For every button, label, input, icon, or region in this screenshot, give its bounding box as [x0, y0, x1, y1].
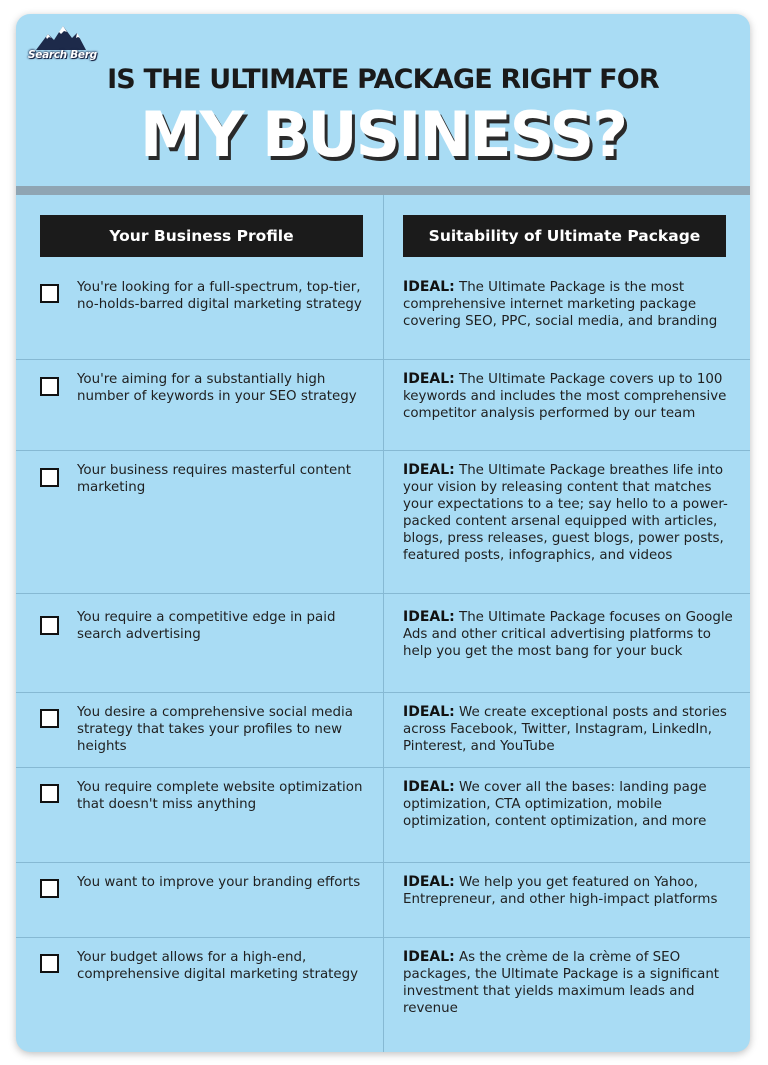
header-business-profile: Your Business Profile: [40, 215, 363, 257]
suitability-description: We cover all the bases: landing page optimization, CTA optimization, mobile optimization, content optimization, and more: [403, 780, 707, 829]
checkbox[interactable]: [40, 616, 59, 635]
suitability-text: [403, 462, 738, 564]
header-suitability: Suitability of Ultimate Package: [403, 215, 726, 257]
suitability-text: [403, 704, 738, 755]
table-row: [16, 693, 750, 768]
profile-text: You require complete website optimization that doesn't miss anything: [77, 780, 363, 812]
profile-text: You're aiming for a substantially high number of keywords in your SEO strategy: [77, 372, 357, 404]
checkbox[interactable]: [40, 284, 59, 303]
suitability-description: The Ultimate Package covers up to 100 keywords and includes the most comprehensive competitor analysis performed by our team: [403, 372, 727, 421]
suitability-description: As the crème de la crème of SEO packages, the Ultimate Package is a significant investment that yields maximum leads and revenue: [403, 950, 720, 1016]
table-row: [16, 257, 750, 360]
title-divider: [16, 186, 750, 195]
suitability-text: [403, 371, 738, 422]
table-row: [16, 863, 750, 938]
profile-text: Your business requires masterful content marketing: [77, 463, 351, 495]
mountain-icon: [36, 24, 86, 50]
checkbox[interactable]: [40, 954, 59, 973]
ideal-label: IDEAL:: [403, 609, 455, 625]
ideal-label: IDEAL:: [403, 874, 455, 890]
profile-text: Your budget allows for a high-end, comprehensive digital marketing strategy: [77, 950, 359, 982]
ideal-label: IDEAL:: [403, 704, 455, 720]
table-row: [16, 938, 750, 1052]
profile-text: You're looking for a full-spectrum, top-tier, no-holds-barred digital marketing strategy: [77, 280, 362, 312]
table-row: [16, 768, 750, 863]
suitability-description: We help you get featured on Yahoo, Entrepreneur, and other high-impact platforms: [403, 875, 718, 907]
ideal-label: IDEAL:: [403, 779, 455, 795]
suitability-text: [403, 779, 738, 830]
table-row: [16, 594, 750, 693]
profile-text: You require a competitive edge in paid search advertising: [77, 610, 336, 642]
table-row: [16, 451, 750, 594]
suitability-description: The Ultimate Package breathes life into your vision by releasing content that matches your expectations to a tee; say hello to a power-packed content arsenal equipped with articles, blogs, press releases, guest blogs, power posts, featured posts, infographics, and videos: [403, 463, 728, 563]
infographic-card: [16, 14, 750, 1052]
ideal-label: IDEAL:: [403, 949, 455, 965]
checkbox[interactable]: [40, 879, 59, 898]
suitability-description: We create exceptional posts and stories across Facebook, Twitter, Instagram, LinkedIn, Pinterest, and YouTube: [403, 705, 727, 754]
checkbox[interactable]: [40, 468, 59, 487]
ideal-label: IDEAL:: [403, 279, 455, 295]
ideal-label: IDEAL:: [403, 371, 455, 387]
title-line-1: IS THE ULTIMATE PACKAGE RIGHT FOR: [107, 64, 659, 95]
checkbox[interactable]: [40, 709, 59, 728]
logo-text: Search Berg: [28, 49, 97, 61]
logo: [28, 24, 97, 68]
suitability-text: [403, 874, 738, 908]
ideal-label: IDEAL:: [403, 462, 455, 478]
table-row: [16, 360, 750, 451]
title-line-2: MY BUSINESS?: [139, 98, 627, 171]
suitability-description: The Ultimate Package is the most comprehensive internet marketing package covering SEO, PPC, social media, and branding: [403, 280, 718, 329]
checkbox[interactable]: [40, 784, 59, 803]
suitability-text: [403, 609, 738, 660]
profile-text: You desire a comprehensive social media strategy that takes your profiles to new heights: [77, 705, 353, 754]
profile-text: You want to improve your branding efforts: [77, 875, 361, 890]
checkbox[interactable]: [40, 377, 59, 396]
suitability-text: [403, 949, 738, 1017]
suitability-description: The Ultimate Package focuses on Google Ads and other critical advertising platforms to help you get the most bang for your buck: [403, 610, 733, 659]
suitability-text: [403, 279, 738, 330]
